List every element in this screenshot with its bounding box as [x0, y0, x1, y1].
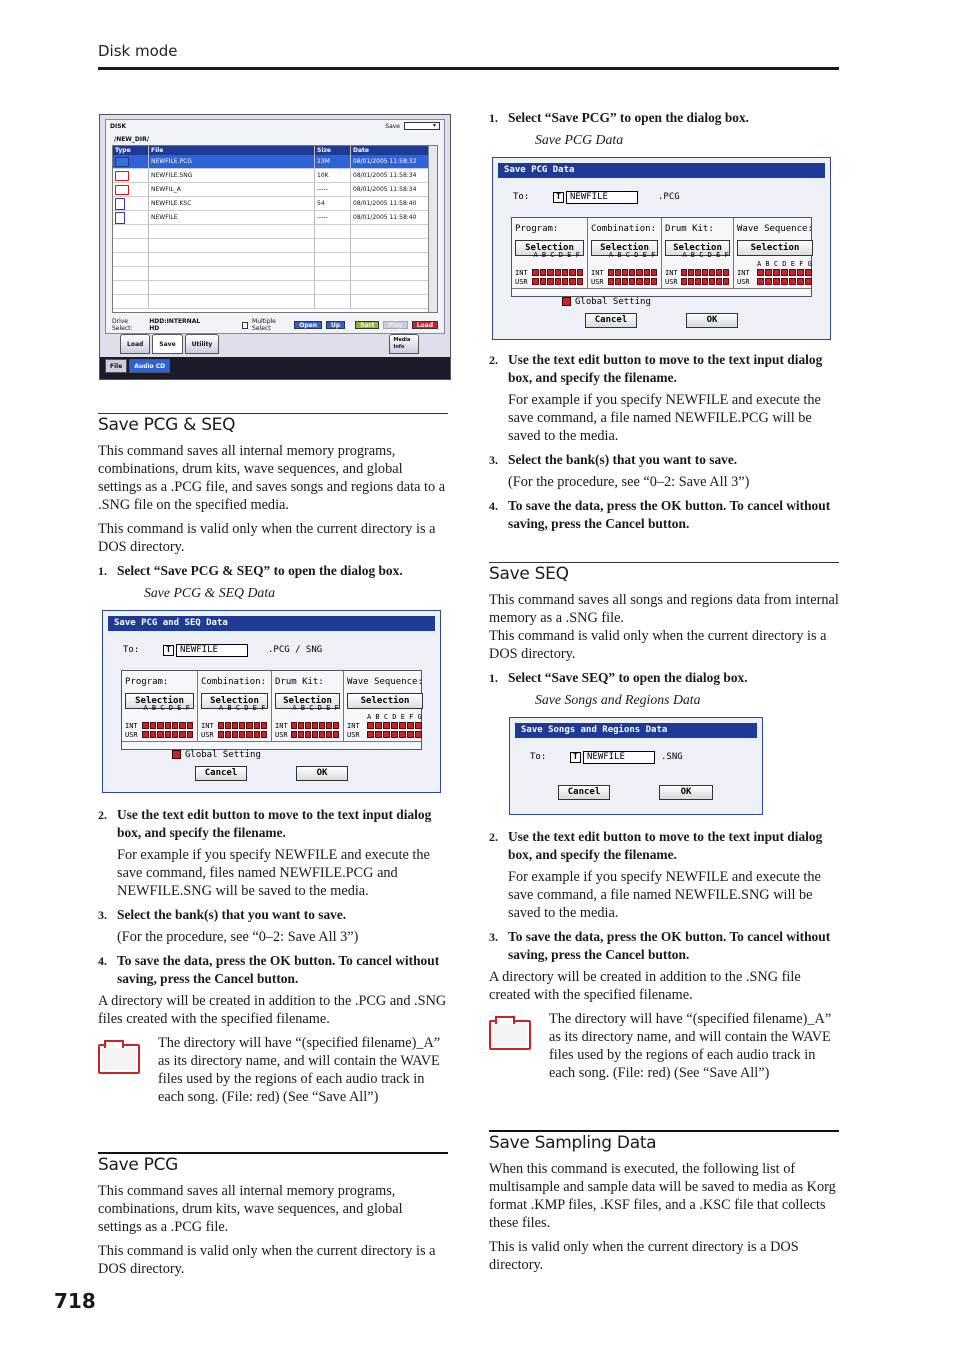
file-name: NEWFILE.SNG [149, 169, 315, 182]
bank-letters-label: A B C D E F [292, 703, 339, 712]
save-pcg-seq-dialog [102, 610, 441, 793]
file-date: 08/01/2005 11:58:34 [353, 186, 417, 193]
drive-select-label: Drive Select: [112, 318, 133, 332]
int-label: INT [201, 721, 214, 730]
filename-field[interactable]: NEWFILE [583, 751, 655, 764]
ok-button[interactable] [659, 785, 713, 800]
filename-row [513, 188, 830, 206]
int-label: INT [591, 268, 604, 277]
step-text: To save the data, press the OK button. To cancel without saving, press the Cancel button. [117, 953, 440, 986]
category-label: Wave Sequence: [347, 677, 423, 687]
step-4 [98, 952, 448, 988]
section-title-save-pcg: Save PCG [98, 1155, 179, 1175]
text-edit-button[interactable]: T [553, 192, 564, 203]
step-text: Select “Save PCG” to open the dialog box. [508, 110, 750, 125]
file-name: NEWFILE [149, 211, 315, 224]
right-column [489, 109, 839, 537]
left-column-lower [98, 1152, 448, 1284]
note-text: The directory will have “(specified filename)_A” as its directory name, and will contain the WAVE files used by the regions of each audio track in each song. (File: red) (See “Save All”) [158, 1035, 441, 1105]
int-label: INT [665, 268, 678, 277]
step-number: 3. [489, 453, 498, 467]
cancel-button[interactable] [585, 313, 637, 328]
pcg-file-icon [115, 157, 129, 167]
step-text: To save the data, press the OK button. To cancel without saving, press the Cancel button. [508, 929, 831, 962]
disk-screen [99, 114, 451, 380]
global-setting-row [512, 288, 811, 311]
section-title-save-sampling-data: Save Sampling Data [489, 1133, 657, 1153]
col-size: Size [315, 146, 351, 155]
dialog-title: Save PCG and SEQ Data [108, 616, 435, 631]
save-pcg-dialog [492, 157, 831, 340]
page-tabs [120, 334, 419, 354]
step-number: 4. [98, 954, 107, 968]
int-label: INT [347, 721, 360, 730]
category-label: Combination: [591, 224, 657, 234]
table-row [113, 267, 437, 281]
step-text: Select “Save SEQ” to open the dialog box. [508, 670, 748, 685]
filename-row [530, 748, 762, 766]
global-setting-label: Global Setting [575, 297, 651, 307]
file-size: 10K [315, 169, 351, 182]
step-2 [489, 828, 839, 864]
text-edit-button[interactable]: T [163, 645, 174, 656]
global-setting-row [122, 741, 421, 764]
drive-select[interactable]: HDD:INTERNAL HD [149, 318, 201, 332]
category-combination [588, 218, 662, 288]
current-path: /NEW_DIR/ [114, 136, 149, 143]
step-text: Use the text edit button to move to the text input dialog box, and specify the filename. [508, 352, 823, 385]
file-date: 08/01/2005 11:58:40 [353, 214, 417, 221]
category-label: Wave Sequence: [737, 224, 813, 234]
media-info-button[interactable]: Media Info [389, 334, 419, 354]
ok-button[interactable] [296, 766, 348, 781]
step-2 [489, 351, 839, 387]
file-name: NEWFIL_A [149, 183, 315, 196]
category-label: Combination: [201, 677, 267, 687]
table-row [113, 239, 437, 253]
to-label: To: [123, 645, 140, 655]
category-label: Program: [125, 677, 169, 687]
table-row [113, 225, 437, 239]
extension-label: .PCG / SNG [268, 645, 323, 655]
category-label: Drum Kit: [275, 677, 324, 687]
sort-button[interactable]: Sort [355, 321, 379, 329]
section-title-save-seq: Save SEQ [489, 564, 569, 584]
usr-label: USR [347, 730, 360, 739]
category-label: Drum Kit: [665, 224, 714, 234]
usr-label: USR [665, 277, 678, 286]
int-label: INT [125, 721, 138, 730]
tab-audio-cd[interactable]: Audio CD [129, 359, 170, 373]
filename-row [123, 641, 440, 659]
col-date: Date [353, 147, 369, 154]
int-label: INT [737, 268, 750, 277]
selection-button[interactable]: Selection [347, 693, 423, 709]
file-date: 08/01/2005 11:58:40 [353, 200, 417, 207]
page-number: 718 [54, 1289, 96, 1313]
step-number: 3. [98, 908, 107, 922]
directory-note [489, 1010, 839, 1082]
category-drum-kit [272, 671, 344, 741]
bank-letters-label: A B C D E F [143, 703, 190, 712]
ok-label: OK [680, 787, 692, 797]
category-program [122, 671, 198, 741]
to-label: To: [530, 752, 547, 762]
step-number: 2. [98, 808, 107, 822]
dialog-title: Save Songs and Regions Data [515, 723, 757, 738]
usr-label: USR [737, 277, 750, 286]
cancel-button[interactable] [195, 766, 247, 781]
selection-button[interactable]: Selection [591, 240, 658, 256]
file-name: NEWFILE.KSC [149, 197, 315, 210]
right-column-sampling [489, 1130, 839, 1280]
folder-icon [115, 212, 125, 224]
folder-icon [98, 1044, 140, 1074]
int-label: INT [275, 721, 288, 730]
header-rule [98, 67, 839, 70]
multiple-select-checkbox[interactable] [242, 322, 248, 329]
step-text: Use the text edit button to move to the text input dialog box, and specify the filename. [508, 829, 823, 862]
step-3 [98, 906, 448, 924]
usr-label: USR [515, 277, 528, 286]
paragraph: This command saves all songs and regions data from internal memory as a .SNG file. [489, 592, 839, 626]
global-setting-checkbox[interactable] [562, 297, 571, 306]
figure-caption: Save PCG & SEQ Data [144, 585, 276, 600]
folder-icon [115, 185, 129, 195]
table-row[interactable] [113, 183, 437, 197]
global-setting-label: Global Setting [185, 750, 261, 760]
tab-save[interactable]: Save [152, 334, 182, 354]
selection-button[interactable]: Selection [125, 693, 194, 709]
step-text: Select “Save PCG & SEQ” to open the dialog box. [117, 563, 403, 578]
file-date: 08/01/2005 11:58:34 [353, 172, 417, 179]
step-3 [489, 451, 839, 469]
disk-screen-panel [105, 119, 445, 334]
file-size: ----- [315, 183, 351, 196]
mode-tabs [105, 359, 170, 373]
ok-button[interactable] [686, 313, 738, 328]
save-menu-label: Save [385, 122, 400, 130]
folder-icon [489, 1020, 531, 1050]
cancel-label: Cancel [204, 768, 238, 778]
file-name: NEWFILE.PCG [149, 155, 315, 168]
selection-button[interactable]: Selection [275, 693, 340, 709]
global-setting-checkbox[interactable] [172, 750, 181, 759]
extension-label: .SNG [661, 752, 683, 762]
cancel-button[interactable] [558, 785, 610, 800]
paragraph: This is valid only when the current directory is a DOS directory. [489, 1239, 799, 1273]
step-4 [489, 497, 839, 533]
cancel-label: Cancel [567, 787, 601, 797]
category-label: Program: [515, 224, 559, 234]
step-text: Select the bank(s) that you want to save. [117, 907, 347, 922]
bank-letters-label: A B C D E F G [757, 259, 812, 268]
category-program [512, 218, 588, 288]
paragraph: A directory will be created in addition to the .SNG file created with the specified filename. [489, 969, 801, 1003]
category-wave-sequence [344, 671, 426, 741]
bank-letters-label: A B C D E F G [367, 712, 422, 721]
category-row [512, 218, 811, 288]
step-number: 1. [489, 111, 498, 125]
right-column-save-seq [489, 562, 839, 1088]
step-number: 3. [489, 930, 498, 944]
table-row[interactable] [113, 169, 437, 183]
step-note: For example if you specify NEWFILE and execute the save command, a file named NEWFILE.PCG will be saved to the media. [508, 392, 821, 444]
left-column [98, 413, 448, 1112]
int-label: INT [515, 268, 528, 277]
screen-title: DISK [110, 123, 127, 130]
scrollbar[interactable] [428, 146, 437, 312]
save-seq-dialog [509, 717, 763, 815]
running-header: Disk mode [98, 42, 178, 60]
drive-bar [112, 318, 438, 332]
category-combination [198, 671, 272, 741]
step-number: 1. [98, 564, 107, 578]
file-size: ----- [315, 211, 351, 224]
bank-letters-label: A B C D E F [218, 703, 266, 712]
step-number: 4. [489, 499, 498, 513]
bank-panel [511, 217, 813, 307]
sng-file-icon [115, 171, 129, 181]
table-row [113, 295, 437, 309]
table-row[interactable] [113, 197, 437, 211]
step-1 [98, 562, 448, 580]
file-list [112, 145, 438, 313]
dialog-title: Save PCG Data [498, 163, 825, 178]
save-menu[interactable] [385, 122, 440, 130]
extension-label: .PCG [658, 192, 680, 202]
usr-banks [125, 730, 194, 739]
step-text: Select the bank(s) that you want to save. [508, 452, 738, 467]
selection-button[interactable]: Selection [515, 240, 584, 256]
paragraph: This command is valid only when the current directory is a DOS directory. [489, 628, 827, 662]
step-3 [489, 928, 839, 964]
up-button[interactable]: Up [326, 321, 345, 329]
tab-file[interactable]: File [105, 359, 127, 373]
step-note: For example if you specify NEWFILE and execute the save command, a file named NEWFILE.SNG will be saved to the media. [508, 869, 821, 921]
table-row[interactable] [113, 211, 437, 225]
usr-label: USR [125, 730, 138, 739]
table-row[interactable] [113, 155, 437, 169]
directory-note [98, 1034, 448, 1106]
figure-caption: Save PCG Data [535, 132, 624, 147]
step-text: Use the text edit button to move to the text input dialog box, and specify the filename. [117, 807, 432, 840]
step-2 [98, 806, 448, 842]
ksc-file-icon [115, 198, 125, 210]
bank-letters-label: A B C D E F [533, 250, 580, 259]
paragraph: A directory will be created in addition to the .PCG and .SNG files created with the specified filename. [98, 993, 447, 1027]
step-number: 2. [489, 830, 498, 844]
bank-letters-label: A B C D E F [608, 250, 656, 259]
paragraph: This command is valid only when the current directory is a DOS directory. [98, 521, 436, 555]
selection-button[interactable]: Selection [665, 240, 730, 256]
col-type: Type [113, 146, 149, 155]
step-number: 1. [489, 671, 498, 685]
table-row [113, 281, 437, 295]
filename-field[interactable]: NEWFILE [566, 191, 638, 204]
play-button[interactable]: Play [383, 321, 407, 329]
ok-label: OK [706, 315, 718, 325]
chevron-down-icon[interactable]: ▾ [404, 122, 440, 130]
section-title-save-pcg-seq: Save PCG & SEQ [98, 415, 236, 435]
paragraph: This command saves all internal memory programs, combinations, drum kits, wave sequences, and global settings as a .PCG file. [98, 1183, 403, 1235]
step-text: To save the data, press the OK button. To cancel without saving, press the Cancel button. [508, 498, 831, 531]
file-size: 54 [315, 197, 351, 210]
step-number: 2. [489, 353, 498, 367]
bank-letters-label: A B C D E F [682, 250, 729, 259]
file-date: 08/01/2005 11:58:32 [353, 158, 417, 165]
selection-button[interactable]: Selection [201, 693, 268, 709]
filename-field[interactable]: NEWFILE [176, 644, 248, 657]
step-1 [489, 669, 839, 687]
usr-label: USR [201, 730, 214, 739]
paragraph: This command is valid only when the current directory is a DOS directory. [98, 1243, 436, 1277]
figure-caption: Save Songs and Regions Data [535, 692, 701, 707]
category-wave-sequence [734, 218, 816, 288]
selection-button[interactable]: Selection [737, 240, 813, 256]
paragraph: This command saves all internal memory programs, combinations, drum kits, wave sequences, and global settings as a .PCG file, and saves songs and regions data to a .SNG file on the specified media. [98, 443, 446, 513]
table-row [113, 253, 437, 267]
paragraph: When this command is executed, the following list of multisample and sample data will be saved to media as Korg format .KMP files, .KSF files, and a .KSC file that collects these files. [489, 1161, 836, 1231]
cancel-label: Cancel [594, 315, 628, 325]
load-button[interactable]: Load [412, 321, 438, 329]
category-row [122, 671, 421, 741]
step-1 [489, 109, 839, 127]
step-note: (For the procedure, see “0–2: Save All 3”) [508, 474, 750, 490]
bank-panel [121, 670, 423, 760]
col-file: File [149, 146, 315, 155]
usr-label: USR [275, 730, 288, 739]
step-note: (For the procedure, see “0–2: Save All 3”) [117, 929, 359, 945]
ok-label: OK [316, 768, 328, 778]
text-edit-button[interactable]: T [570, 752, 581, 763]
step-note: For example if you specify NEWFILE and execute the save command, files named NEWFILE.PCG and NEWFILE.SNG will be saved to the media. [117, 847, 430, 899]
to-label: To: [513, 192, 530, 202]
tab-utility[interactable]: Utility [185, 334, 220, 354]
open-button[interactable]: Open [294, 321, 322, 329]
usr-label: USR [591, 277, 604, 286]
category-drum-kit [662, 218, 734, 288]
tab-load[interactable]: Load [120, 334, 150, 354]
multiple-select-label: Multiple Select [252, 318, 276, 332]
note-text: The directory will have “(specified filename)_A” as its directory name, and will contain the WAVE files used by the regions of each audio track in each song. (File: red) (See “Save All”) [549, 1011, 832, 1081]
file-size: 23M [315, 155, 351, 168]
file-list-header [113, 146, 437, 155]
